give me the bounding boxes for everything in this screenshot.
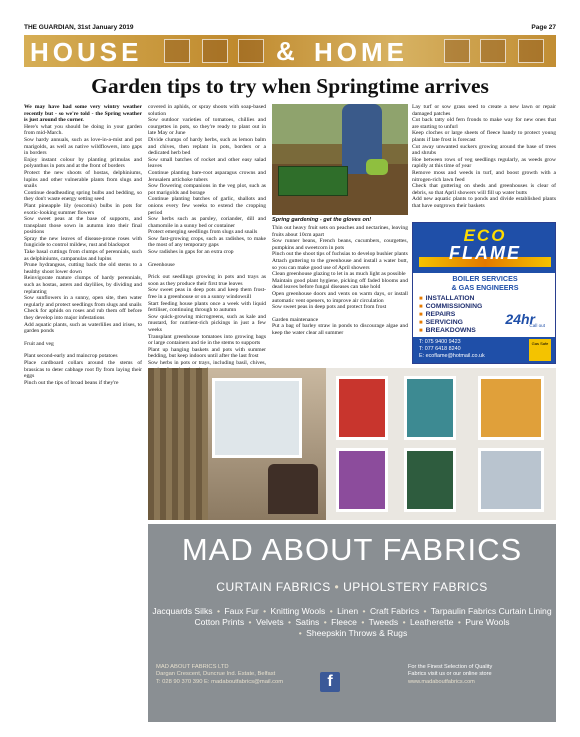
fabric-product: Faux Fur <box>224 606 259 616</box>
paragraph: Garden maintenance <box>272 316 319 323</box>
paragraph: Sow sunflowers in a sunny, open site, then water regularly and protect seedlings from slugs and snails <box>24 295 142 308</box>
eco-email: E: ecoflame@hotmail.co.uk <box>419 353 485 359</box>
fabric-phone: T: 028 90 370 390 <box>156 678 203 685</box>
fabric-ad-address <box>156 664 306 686</box>
fabric-company-name: MAD ABOUT FABRICS LTD <box>156 664 229 670</box>
masthead-date: THE GUARDIAN, 31st January 2019 <box>24 24 134 31</box>
glove-icon <box>366 159 388 175</box>
banner-word-house: HOUSE <box>30 37 143 67</box>
banner-word-home: HOME <box>314 37 408 67</box>
fabric-ad-tagline <box>408 664 548 686</box>
fabric-product: Linen <box>337 606 359 616</box>
fabric-list-line-3: • Sheepskin Throws & Rugs <box>298 628 408 638</box>
paragraph: Cut away unwanted suckers growing around the base of trees and shrubs <box>412 143 556 157</box>
photo-caption: Spring gardening - get the gloves on! <box>272 215 408 223</box>
paragraph: Plant up hanging baskets and pots with summer bedding, but keep indoors until after the last frost <box>148 346 266 360</box>
fabric-product-list <box>148 606 556 639</box>
paragraph: Check that guttering on sheds and greenhouses is clear of debris, so that April showers will fill up water butts <box>412 183 556 196</box>
paragraph: Transplant greenhouse tomatoes into growing bags or large containers and tie in the stems to supports <box>148 333 266 347</box>
fabric-product: Craft Fabrics <box>369 606 420 616</box>
paragraph: Spray the new leaves of disease-prone roses with fungicide to control mildew, rust and blackspot <box>24 235 142 249</box>
paragraph: Sow outdoor varieties of tomatoes, chillies and courgettes in pots, so they're ready to plant out in late May or June <box>148 117 266 137</box>
paragraph: Sow hardy annuals, such as love-in-a-mist and pot marigolds, as well as native wildflowers, into gaps in borders <box>24 136 142 157</box>
page-number: Page 27 <box>531 24 556 31</box>
paragraph: Sow sweet peas in deep pots and protect from frost <box>272 304 387 311</box>
paragraph: Protect emerging seedlings from slugs and snails <box>148 229 258 236</box>
eco-service: ■ INSTALLATION <box>419 295 482 303</box>
article-column-3 <box>272 225 408 337</box>
fabric-product: Cotton Prints <box>194 617 245 627</box>
paragraph: Remove moss and weeds in turf, and boost growth with a nitrogen-rich lawn feed <box>412 169 556 183</box>
paragraph: Plant pineapple lily (eucomis) bulbs in pots for exotic-looking summer flowers <box>24 202 142 216</box>
eco-subtitle-1: BOILER SERVICES <box>452 274 518 283</box>
fabric-list-line-2: Cotton Prints • Velvets • Satins • Fleece • Tweeds • Leatherette • Pure Wools <box>194 617 510 627</box>
paragraph: Sow fast-growing crops, such as radishes, to make the most of any temporary gaps <box>148 235 266 249</box>
paragraph: Clean greenhouse glazing to let in as much light as possible <box>272 271 406 278</box>
mad-about-fabrics-advert <box>148 524 556 722</box>
fabric-website-link[interactable]: www.madaboutfabrics.com <box>408 678 475 685</box>
fabric-sub-upholstery: UPHOLSTERY FABRICS <box>343 580 488 594</box>
paragraph: Place cardboard collars around the stems of brassicas to deter cabbage root fly from laying their eggs <box>24 359 142 380</box>
eco-service: ■ COMMISSIONING <box>419 303 482 311</box>
paragraph: Continue planting bare-root asparagus crowns and Jerusalem artichoke tubers <box>148 169 266 183</box>
chair-image <box>268 464 318 514</box>
paragraph: Pinch out the tips of broad beans if they're <box>24 379 119 386</box>
paragraph: Protect the new shoots of hostas, delphiniums, lupins and other vulnerable plants from slugs and snails <box>24 169 142 190</box>
paragraph: Cut back tatty old fern fronds to make way for new ones that are starting to unfurl <box>412 117 556 130</box>
eco-services-list <box>419 295 482 335</box>
paragraph: Enjoy instant colour by planting primulas and polyanthus in pots and at the front of borders <box>24 156 142 170</box>
fabric-tagline-1: For the Finest Selection of Quality <box>408 664 493 670</box>
eco-service: ■ REPAIRS <box>419 311 482 319</box>
eco-phone: T: 075 9400 9423 <box>419 339 461 345</box>
paragraph: Take basal cuttings from clumps of perennials, such as delphiniums, campanulas and lupins <box>24 249 142 262</box>
eco-24hr-badge: 24hr <box>505 311 535 327</box>
banner-ampersand: & <box>276 36 295 66</box>
paragraph: Reinvigorate mature clumps of hardy perennials, such as hostas, asters and daylilies, by dividing and replanting <box>24 275 142 295</box>
paragraph: Keep cloches or large sheets of fleece handy to protect young plants if late frost is forecast <box>412 130 556 143</box>
paragraph: Prick out seedlings growing in pots and trays as soon as they produce their first true leaves <box>148 274 266 287</box>
masthead <box>24 24 556 34</box>
fabric-product: Satins <box>295 617 320 627</box>
section-banner <box>24 35 556 67</box>
paragraph: Sow radishes in gaps for an extra crop <box>148 249 234 256</box>
paragraph: Attach guttering to the greenhouse and install a water butt, so you can make good use of April showers <box>272 257 408 271</box>
paragraph: We may have had some very wintry weather recently but - so we're told - the Spring weather is just around the corner. <box>24 104 142 124</box>
fabric-product: Jacquards Silks <box>152 606 213 616</box>
paragraph: Plant second-early and maincrop potatoes <box>24 353 118 360</box>
paragraph: covered in aphids, or spray shoots with soap-based solution <box>148 104 266 117</box>
paragraph: Hoe between rows of veg seedlings regularly, as weeds grow rapidly at this time of year <box>412 156 556 170</box>
fabric-email: E: madaboutfabrics@mail.com <box>204 678 284 685</box>
fabric-product: Tweeds <box>368 617 399 627</box>
fabric-showroom-photos <box>148 368 556 520</box>
paragraph: Add new aquatic plants to ponds and divide established plants that have outgrown their baskets <box>412 196 556 209</box>
eco-service: ■ SERVICING <box>419 319 482 327</box>
fabric-product: Tarpaulin Fabrics Curtain Lining <box>430 606 552 616</box>
paragraph: Greenhouse <box>148 261 175 268</box>
fabric-list-line-1: Jacquards Silks • Faux Fur • Knitting Wools • Linen • Craft Fabrics • Tarpaulin Fabrics Curtain Lining <box>152 606 552 616</box>
paragraph: Continue deadheading spring bulbs and bedding, so they don't waste energy setting seed <box>24 189 142 203</box>
eco-service: ■ BREAKDOWNS <box>419 327 482 335</box>
paragraph: Open greenhouse doors and vents on warm days, or install automatic vent openers, to improve air circulation <box>272 290 408 304</box>
paragraph: Sow herbs in pots or trays, including basil, chives, <box>148 359 266 366</box>
paragraph: Sow herbs such as parsley, coriander, dill and chamomile in a sunny bed or container <box>148 216 266 229</box>
paragraph: Sow sweet peas at the base of supports, and transplant those sown in autumn into their final positions <box>24 216 142 236</box>
paragraph: Sow sweet peas in deep pots and keep them frost-free in a greenhouse or on a sunny windowsill <box>148 287 266 301</box>
paragraph: Pinch out the shoot tips of fuchsias to develop bushier plants <box>272 251 408 258</box>
flame-logo-text: FLAME <box>449 243 521 263</box>
paragraph: Sow small batches of rocket and other easy salad leaves <box>148 156 266 170</box>
article-column-2 <box>148 104 266 373</box>
eco-logo-text: ECO <box>463 226 507 245</box>
paragraph: Divide clumps of hardy herbs, such as lemon balm and chives, then replant in pots, borders or a dedicated herb bed <box>148 136 266 157</box>
fabric-sub-curtain: CURTAIN FABRICS <box>216 580 331 594</box>
paragraph: Maintain good plant hygiene, picking off faded blooms and dead leaves before fungal diseases can take hold <box>272 277 408 291</box>
fabric-product: Knitting Wools <box>270 606 326 616</box>
article-headline: Garden tips to try when Springtime arrives <box>91 74 489 98</box>
article-column-4 <box>412 104 556 210</box>
fabric-product: Velvets <box>255 617 284 627</box>
eco-subtitle-2: & GAS ENGINEERS <box>451 283 519 292</box>
paragraph: Sow flowering companions in the veg plot, such as pot marigolds and borage <box>148 183 266 196</box>
facebook-icon[interactable]: f <box>320 672 340 692</box>
fabric-address: Dargan Crescent, Duncrue Ind. Estate, Belfast <box>156 671 276 678</box>
paragraph: Check for aphids on roses and rub them off before they develop into major infestations <box>24 308 142 321</box>
fabric-product: Leatherette <box>410 617 454 627</box>
paragraph: Here's what you should be doing in your garden from mid-March. <box>24 123 142 137</box>
paragraph: Thin out heavy fruit sets on peaches and nectarines, leaving fruits about 10cm apart <box>272 225 408 238</box>
paragraph: Start feeding house plants once a week with liquid fertiliser, continuing through to autumn <box>148 300 266 314</box>
paragraph: Lay turf or sow grass seed to create a new lawn or repair damaged patches <box>412 104 556 117</box>
paragraph: Continue planting batches of garlic, shallots and onions every few weeks to extend the cropping period <box>148 196 266 216</box>
fabric-product: Fleece <box>331 617 357 627</box>
article-column-1 <box>24 104 142 386</box>
garden-photo <box>272 104 408 216</box>
fabric-ad-title: MAD ABOUT FABRICS <box>181 532 523 567</box>
gas-safe-badge: Gas Safe <box>529 339 551 361</box>
paragraph: Sow runner beans, French beans, cucumbers, courgettes, pumpkins and sweetcorn in pots <box>272 238 408 251</box>
eco-flame-advert <box>412 222 556 364</box>
paragraph: Add aquatic plants, such as waterlilies and irises, to garden ponds <box>24 321 142 335</box>
fabric-ad-subtitle: CURTAIN FABRICS • UPHOLSTERY FABRICS <box>216 580 488 594</box>
paragraph: Fruit and veg <box>24 340 54 347</box>
paragraph: Put a bag of barley straw in ponds to discourage algae and keep the water clear all summer <box>272 323 408 336</box>
fabric-product: Sheepskin Throws & Rugs <box>306 628 408 638</box>
paragraph: Sow quick-growing microgreens, such as kale and mustard, for nutrient-rich pickings in just a few weeks <box>148 313 266 333</box>
fabric-tagline-2: Fabrics visit us or our online store <box>408 671 492 678</box>
curtain-image <box>148 368 208 520</box>
eco-callout-label: Call out <box>529 323 545 328</box>
fabric-product: Pure Wools <box>465 617 510 627</box>
eco-mobile: T: 077 6418 8240 <box>419 346 461 352</box>
paragraph: Prune hydrangeas, cutting back the old stems to a healthy shoot lower down <box>24 262 142 275</box>
